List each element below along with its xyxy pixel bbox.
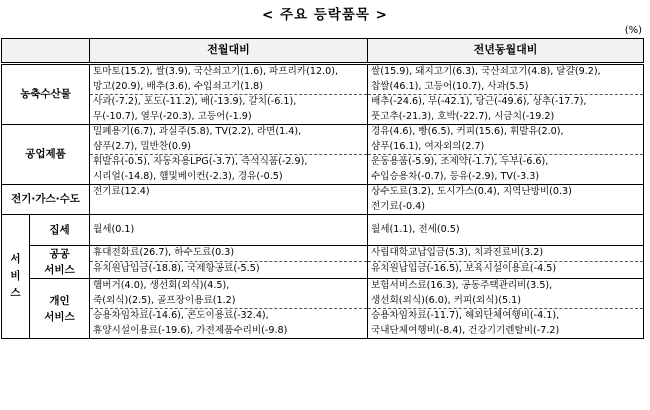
text-line: 사립대학교납입금(5.3), 치과진료비(3.2) [371,247,544,258]
services-char: 비 [10,270,21,282]
industrial-yearly-cell [368,125,644,185]
row-utility [2,185,644,215]
category-agri: 농축수산물 [2,64,90,125]
text-line: 수입승용차(-0.7), 등유(-2.9), TV(-3.3) [371,170,540,182]
category-utility: 전기·가스·수도 [2,185,90,215]
text-line: 죽(외식)(2.5), 골프장이용료(1.2) [93,294,236,306]
agri-yearly-up [368,65,643,94]
category-rent: 집세 [30,215,90,246]
text-line: 상수도료(3.2), 도시가스(0.4), 지역난방비(0.3) [371,186,572,197]
public-yearly-down [368,261,643,277]
public-yearly-up [368,246,643,261]
services-char: 서 [10,253,21,265]
header-row [2,39,644,64]
text-line: 쌀(15.9), 돼지고기(6.3), 국산쇠고기(4.8), 달걀(9.2), [371,66,601,77]
agri-monthly-up [90,65,367,94]
services-char: 스 [10,287,21,299]
agri-yearly-cell [368,64,644,125]
personal-label-line: 개인 [49,294,70,307]
industrial-monthly-cell [90,125,368,185]
text-line: 월세(1.1), 전세(0.5) [371,223,460,235]
agri-yearly-down [368,94,643,124]
industrial-yearly-down [368,154,643,184]
personal-yearly-cell [368,279,644,339]
text-line: 유치원납입금(-18.8), 국제항공료(-5.5) [93,262,260,274]
text-line: 경유(4.6), 빵(6.5), 커피(15.6), 휘발유(2.0), [371,126,564,137]
rent-yearly-cell [368,215,644,246]
text-line: 시리얼(-14.8), 햄및베이컨(-2.3), 경유(-0.5) [93,170,283,182]
row-rent [2,215,644,246]
public-label-line: 서비스 [44,264,75,276]
text-line: 배추(-24.6), 무(-42.1), 당근(-49.6), 상추(-17.7), [371,96,587,107]
text-line: 찹쌀(46.1), 고등어(10.7), 사과(5.5) [371,80,529,92]
public-yearly-cell [368,246,644,279]
public-monthly-up [90,246,367,261]
utility-yearly-cell [368,185,644,215]
text-line: 유치원납입금(-16.5), 보육시설이용료(-4.5) [371,262,557,274]
text-line: 밀폐용기(6.7), 과실주(5.8), TV(2.2), 라면(1.4), [93,126,302,137]
text-line: 샴푸(2.7), 밀반찬(0.9) [93,140,191,152]
header-corner [2,39,90,64]
text-line: 운동용품(-5.9), 조제약(-1.7), 두부(-6.6), [371,156,549,167]
price-change-table [1,38,644,339]
personal-yearly-up [368,279,643,308]
category-public [30,246,90,279]
rent-monthly-cell [90,215,368,246]
personal-monthly-cell [90,279,368,339]
text-line: 무(-10.7), 열무(-20.3), 고등어(-1.9) [93,110,252,122]
agri-monthly-cell [90,64,368,125]
text-line: 보험서비스료(16.3), 공동주택관리비(3.5), [371,280,553,291]
text-line: 샴푸(16.1), 여자외의(2.7) [371,140,485,152]
text-line: 휴양시설이용료(-19.6), 가전제품수리비(-9.8) [93,324,288,336]
text-line: 전기료(-0.4) [371,200,426,212]
text-line: 토마토(15.2), 쌀(3.9), 국산쇠고기(1.6), 파프리카(12.0), [93,66,339,77]
category-industrial: 공업제품 [2,125,90,185]
public-label-line: 공공 [49,248,70,260]
industrial-monthly-down [90,154,367,184]
personal-yearly-down [368,308,643,338]
page-title: < 주요 등락품목 > [262,7,388,23]
text-line: 월세(0.1) [93,223,135,235]
category-services [2,215,30,339]
text-line: 휘발유(-0.5), 자동차용LPG(-3.7), 즉석식품(-2.9), [93,156,308,167]
text-line: 풋고추(-21.3), 호박(-22.7), 시금치(-19.2) [371,110,555,122]
row-agri [2,64,644,125]
text-line: 승용차임차료(-14.6), 콘도이용료(-32.4), [93,310,269,321]
text-line: 햄버거(4.0), 생선회(외식)(4.5), [93,280,230,291]
public-monthly-cell [90,246,368,279]
row-industrial [2,125,644,185]
header-monthly: 전월대비 [90,39,368,64]
personal-label-line: 서비스 [44,310,75,323]
row-personal [2,279,644,339]
text-line: 사과(-7.2), 포도(-11.2), 배(-13.9), 갈치(-6.1), [93,96,297,107]
header-yearly: 전년동월대비 [368,39,644,64]
text-line: 국내단체여행비(-8.4), 건강기기렌탈비(-7.2) [371,324,560,336]
text-line: 전기료(12.4) [93,186,150,197]
agri-monthly-down [90,94,367,124]
industrial-monthly-up [90,125,367,154]
text-line: 승용차임차료(-11.7), 해외단체여행비(-4.1), [371,310,560,321]
industrial-yearly-up [368,125,643,154]
personal-monthly-down [90,308,367,338]
row-public [2,246,644,279]
utility-monthly-cell [90,185,368,215]
public-monthly-down [90,261,367,277]
category-personal [30,279,90,339]
unit-label: (%) [624,25,642,36]
text-line: 망고(20.9), 배추(3.6), 수입쇠고기(1.8) [93,80,263,92]
text-line: 생선회(외식)(6.0), 커피(외식)(5.1) [371,294,521,306]
personal-monthly-up [90,279,367,308]
text-line: 휴대전화료(26.7), 하수도료(0.3) [93,247,235,258]
